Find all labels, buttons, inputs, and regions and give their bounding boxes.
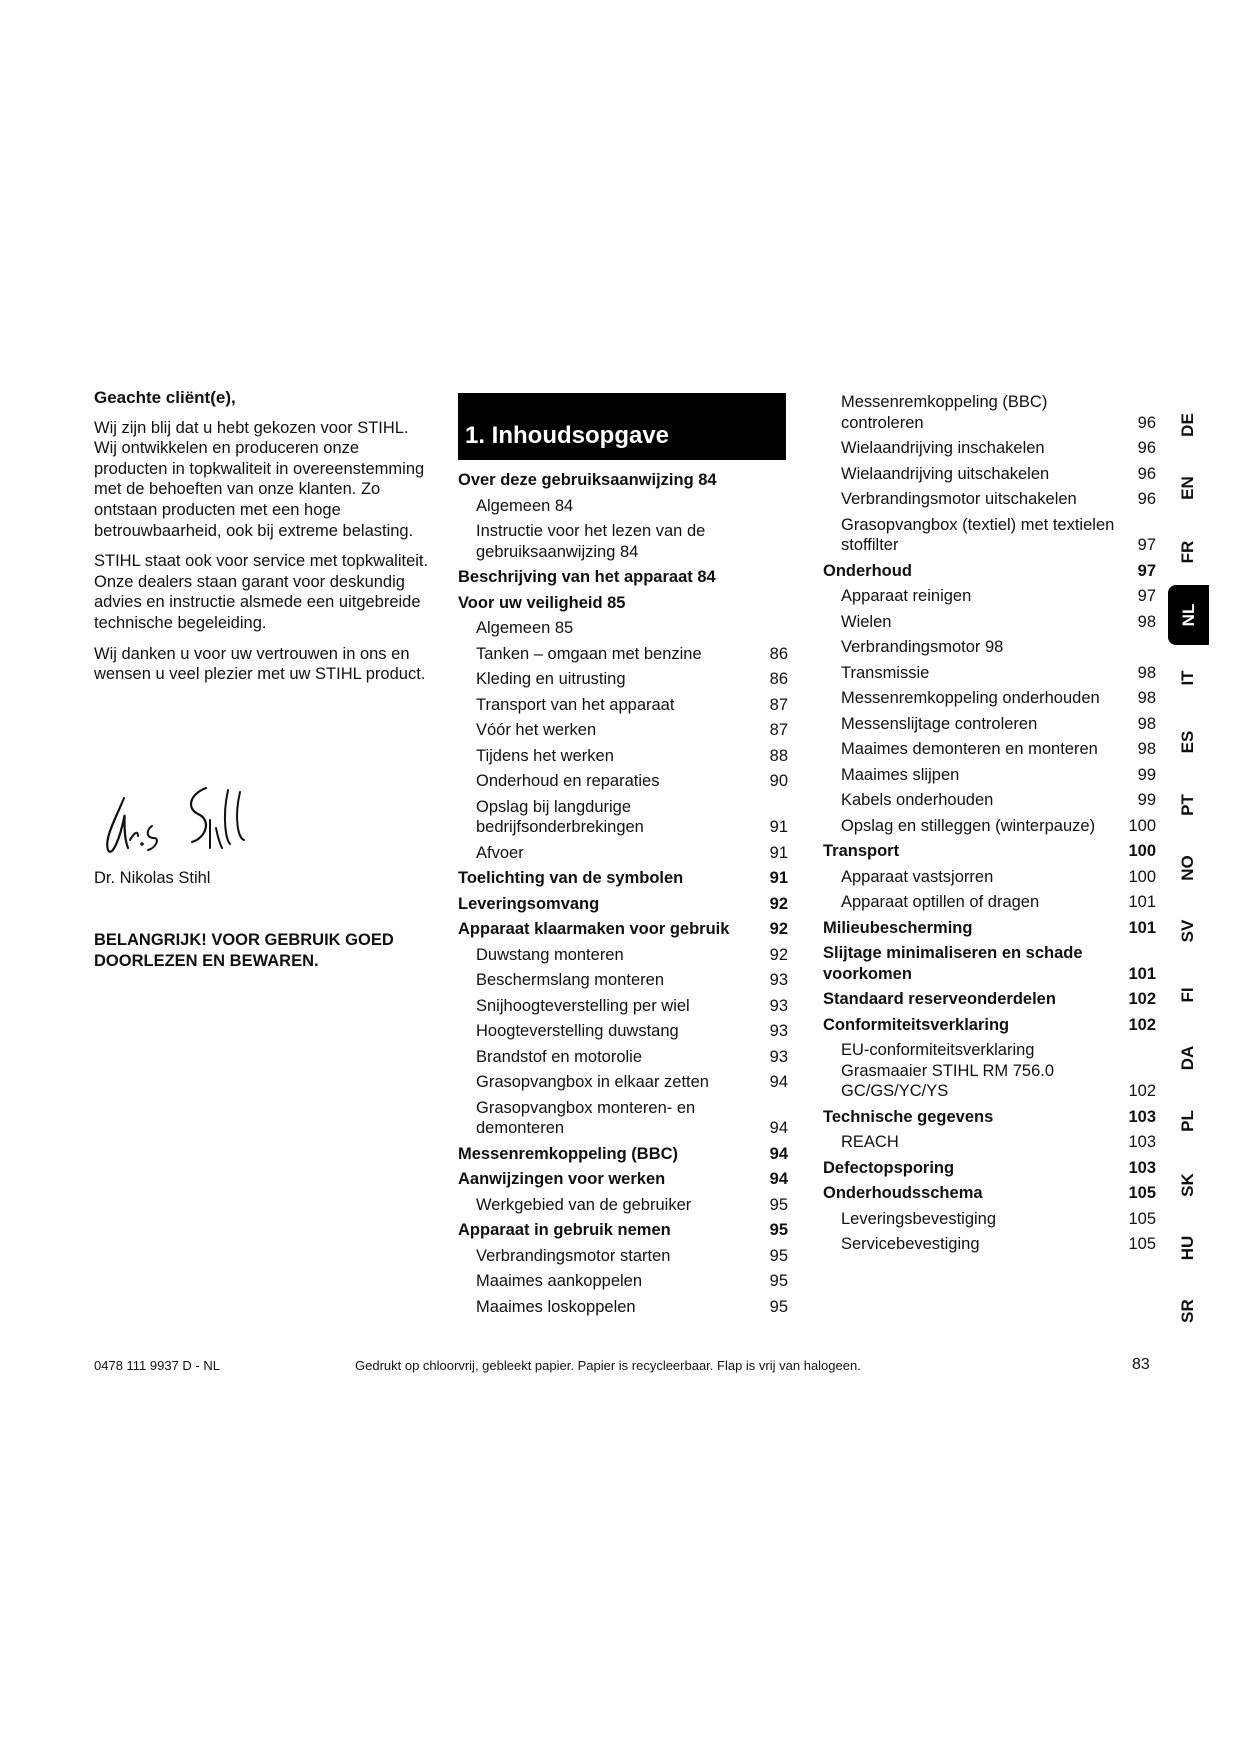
- toc-entry-title: Opslag en stilleggen (winterpauze): [841, 816, 1096, 835]
- language-tab-pl: [1168, 1091, 1208, 1151]
- toc-entry-page: 96: [1137, 439, 1156, 457]
- toc-entry-title: Voor uw veiligheid 85: [458, 593, 626, 612]
- toc-entry-page: 105: [1128, 1209, 1156, 1228]
- toc-entry-title: Apparaat klaarmaken voor gebruik: [458, 920, 730, 938]
- toc-entry-title: Algemeen 85: [476, 619, 574, 637]
- signature-image: [94, 778, 264, 868]
- toc-entry-title: Transport van het apparaat: [476, 695, 675, 714]
- language-tab-sv: [1168, 901, 1208, 961]
- toc-entry-page: 98: [1137, 740, 1156, 758]
- toc-entry-page: 105: [1128, 1235, 1156, 1253]
- toc-entry-title: Over deze gebruiksaanwijzing 84: [458, 471, 717, 489]
- toc-entry-page: 94: [769, 1144, 788, 1163]
- toc-entry-title: Wielen: [841, 612, 892, 631]
- language-tab-label: SR: [1178, 1299, 1197, 1323]
- toc-entry: [458, 669, 788, 690]
- language-tab-label: PL: [1178, 1110, 1197, 1132]
- toc-entry: [823, 943, 1156, 984]
- toc-entry: [823, 989, 1156, 1010]
- toc-entry-page: 97: [1137, 561, 1156, 580]
- toc-entry-page: 95: [769, 1272, 788, 1290]
- toc-entry: [458, 970, 788, 991]
- toc-entry-title: Brandstof en motorolie: [476, 1047, 643, 1066]
- toc-entry-page: 93: [769, 996, 788, 1015]
- toc-entry-page: 93: [769, 1047, 788, 1066]
- toc-entry-page: 86: [769, 644, 788, 663]
- toc-entry-page: 91: [769, 869, 788, 887]
- letter-paragraph: STIHL staat ook voor service met topkwaliteit. Onze dealers staan garant voor deskundig advies en instructie alsmede een uitgebreide technische begeleiding.: [94, 552, 429, 632]
- toc-entry: [823, 892, 1156, 913]
- toc-entry-title: EU-conformiteitsverklaring Grasmaaier STIHL RM 756.0 GC/GS/YC/YS: [841, 1041, 1055, 1100]
- toc-entry: [823, 1209, 1156, 1230]
- toc-entry-page: 96: [1137, 464, 1156, 483]
- toc-entry-title: Opslag bij langdurige bedrijfsonderbrekingen: [476, 797, 644, 836]
- toc-entry: [823, 918, 1156, 939]
- letter-greeting: Geachte cliënt(e),: [94, 388, 236, 407]
- toc-entry: [458, 695, 788, 716]
- toc-entry: [823, 586, 1156, 607]
- toc-entry: [823, 561, 1156, 582]
- letter-paragraph: Wij danken u voor uw vertrouwen in ons en wensen u veel plezier met uw STIHL product.: [94, 644, 426, 684]
- toc-column-2: [823, 392, 1156, 1260]
- toc-entry: [823, 392, 1156, 433]
- toc-entry: [458, 1144, 788, 1165]
- toc-entry-title: Messenslijtage controleren: [841, 714, 1038, 733]
- language-tab-sk: [1168, 1155, 1208, 1215]
- toc-entry-title: Wielaandrijving inschakelen: [841, 439, 1045, 457]
- toc-entry-page: 91: [769, 818, 788, 836]
- toc-entry-page: 87: [769, 695, 788, 714]
- toc-entry: [458, 521, 788, 562]
- toc-entry: [458, 1271, 788, 1292]
- toc-entry: [458, 720, 788, 741]
- language-tab-label: IT: [1178, 670, 1197, 686]
- language-tab-label: SV: [1178, 919, 1197, 943]
- language-tab-label: SK: [1178, 1173, 1197, 1197]
- language-tab-de: [1168, 395, 1208, 455]
- toc-entry: [823, 1158, 1156, 1179]
- toc-entry: [458, 843, 788, 864]
- toc-entry-title: Verbrandingsmotor starten: [476, 1246, 671, 1265]
- toc-entry-title: Algemeen 84: [476, 496, 574, 515]
- toc-entry-page: 90: [769, 772, 788, 790]
- toc-entry-title: Messenremkoppeling onderhouden: [841, 689, 1100, 707]
- toc-entry-page: 92: [769, 894, 788, 913]
- toc-entry-page: 98: [1137, 714, 1156, 733]
- toc-entry-title: Transport: [823, 842, 900, 860]
- toc-entry-page: 97: [1137, 536, 1156, 554]
- toc-entry-page: 96: [1137, 490, 1156, 508]
- toc-entry-page: 103: [1128, 1158, 1156, 1177]
- toc-entry-title: Toelichting van de symbolen: [458, 869, 684, 887]
- toc-entry: [458, 945, 788, 966]
- toc-entry: [458, 894, 788, 915]
- toc-entry-title: REACH: [841, 1133, 899, 1151]
- toc-entry-page: 94: [769, 1073, 788, 1091]
- toc-entry-title: Grasopvangbox monteren- en demonteren: [476, 1098, 696, 1137]
- toc-entry-title: Apparaat vastsjorren: [841, 867, 994, 886]
- toc-entry-page: 87: [769, 721, 788, 739]
- toc-entry-page: 102: [1128, 1015, 1156, 1034]
- toc-entry-title: Beschermslang monteren: [476, 971, 665, 989]
- toc-entry: [823, 1040, 1156, 1102]
- toc-entry: [823, 867, 1156, 888]
- toc-entry-title: Werkgebied van de gebruiker: [476, 1195, 692, 1214]
- toc-entry: [823, 688, 1156, 709]
- toc-entry: [823, 438, 1156, 459]
- toc-entry-title: Servicebevestiging: [841, 1235, 980, 1253]
- toc-entry: [823, 1234, 1156, 1255]
- toc-entry-title: Afvoer: [476, 843, 524, 862]
- toc-entry-title: Instructie voor het lezen van de gebruiksaanwijzing 84: [476, 522, 706, 561]
- toc-entry: [823, 1107, 1156, 1128]
- page-number: 83: [1132, 1356, 1150, 1373]
- toc-entry-title: Wielaandrijving uitschakelen: [841, 464, 1050, 483]
- toc-heading-bar: [458, 393, 786, 460]
- toc-entry: [823, 841, 1156, 862]
- toc-entry-page: 92: [769, 945, 788, 964]
- toc-entry: [458, 1047, 788, 1068]
- toc-entry-title: Snijhoogteverstelling per wiel: [476, 996, 690, 1015]
- language-tab-label: DE: [1178, 413, 1197, 437]
- toc-entry: [458, 1072, 788, 1093]
- toc-entry-title: Hoogteverstelling duwstang: [476, 1022, 679, 1040]
- signer-name: Dr. Nikolas Stihl: [94, 869, 211, 887]
- toc-entry: [823, 714, 1156, 735]
- language-tab-label: FR: [1178, 540, 1197, 564]
- toc-entry: [458, 797, 788, 838]
- language-tab-label: NL: [1178, 603, 1198, 627]
- toc-entry-title: Verbrandingsmotor uitschakelen: [841, 490, 1077, 508]
- toc-entry: [823, 489, 1156, 510]
- toc-entry: [823, 739, 1156, 760]
- toc-entry-page: 99: [1137, 791, 1156, 809]
- toc-entry-title: Beschrijving van het apparaat 84: [458, 568, 716, 586]
- toc-entry: [458, 470, 788, 491]
- toc-entry: [458, 1220, 788, 1241]
- toc-entry-page: 103: [1128, 1107, 1156, 1126]
- toc-entry-title: Defectopsporing: [823, 1158, 955, 1177]
- toc-entry: [458, 1195, 788, 1216]
- toc-entry-page: 100: [1128, 842, 1156, 860]
- toc-entry-page: 94: [769, 1119, 788, 1137]
- welcome-letter: [94, 388, 434, 695]
- language-tab-label: ES: [1178, 730, 1197, 754]
- toc-entry: [458, 496, 788, 517]
- toc-entry-title: Onderhoud: [823, 561, 912, 580]
- toc-entry-page: 100: [1128, 867, 1156, 886]
- language-tab-label: FI: [1178, 987, 1197, 1003]
- toc-entry: [823, 663, 1156, 684]
- toc-entry-page: 99: [1137, 765, 1156, 784]
- toc-entry-page: 88: [769, 746, 788, 765]
- toc-entry-page: 95: [769, 1246, 788, 1265]
- language-tabs: [1168, 395, 1208, 1345]
- language-tab-no: [1168, 838, 1208, 898]
- toc-entry-title: Slijtage minimaliseren en schade voorkomen: [823, 944, 1083, 983]
- toc-entry-page: 105: [1128, 1184, 1156, 1202]
- toc-entry: [823, 1183, 1156, 1204]
- language-tab-fi: [1168, 965, 1208, 1025]
- toc-entry: [458, 919, 788, 940]
- toc-entry-title: Onderhoud en reparaties: [476, 772, 660, 790]
- toc-entry-page: 102: [1128, 1082, 1156, 1100]
- toc-entry: [823, 1132, 1156, 1153]
- toc-entry: [823, 790, 1156, 811]
- toc-heading: 1. Inhoudsopgave: [465, 422, 670, 449]
- toc-entry: [823, 765, 1156, 786]
- toc-entry: [823, 515, 1156, 556]
- language-tab-it: [1168, 648, 1208, 708]
- toc-entry-title: Maaimes slijpen: [841, 765, 960, 784]
- toc-entry: [458, 1246, 788, 1267]
- toc-entry: [458, 868, 788, 889]
- language-tab-label: EN: [1178, 476, 1197, 500]
- toc-entry-title: Messenremkoppeling (BBC): [458, 1144, 679, 1163]
- toc-entry-title: Maaimes loskoppelen: [476, 1297, 636, 1316]
- toc-entry-page: 98: [1137, 689, 1156, 707]
- toc-entry-title: Grasopvangbox in elkaar zetten: [476, 1073, 709, 1091]
- toc-entry-page: 95: [769, 1297, 788, 1316]
- toc-entry-page: 93: [769, 1022, 788, 1040]
- toc-entry-title: Leveringsomvang: [458, 894, 600, 913]
- toc-entry-page: 96: [1137, 413, 1156, 432]
- language-tab-hu: [1168, 1218, 1208, 1278]
- toc-entry-page: 95: [769, 1195, 788, 1214]
- toc-entry-page: 93: [769, 971, 788, 989]
- toc-entry-page: 100: [1128, 816, 1156, 835]
- toc-entry: [823, 1015, 1156, 1036]
- language-tab-label: HU: [1178, 1235, 1197, 1261]
- toc-entry-title: Onderhoudsschema: [823, 1184, 983, 1202]
- toc-column-1: [458, 470, 788, 1322]
- toc-entry: [458, 1297, 788, 1318]
- language-tab-es: [1168, 712, 1208, 772]
- toc-entry-title: Tijdens het werken: [476, 746, 614, 765]
- language-tab-pt: [1168, 775, 1208, 835]
- language-tab-fr: [1168, 522, 1208, 582]
- document-code: 0478 111 9937 D - NL: [94, 1358, 220, 1373]
- toc-entry-title: Apparaat reinigen: [841, 587, 972, 605]
- toc-entry-title: Maaimes aankoppelen: [476, 1272, 643, 1290]
- toc-entry-title: Leveringsbevestiging: [841, 1209, 997, 1228]
- language-tab-label: PT: [1178, 794, 1197, 816]
- toc-entry: [458, 1021, 788, 1042]
- toc-entry-page: 91: [769, 843, 788, 862]
- toc-entry-title: Apparaat in gebruik nemen: [458, 1221, 671, 1239]
- toc-entry-title: Tanken – omgaan met benzine: [476, 644, 702, 663]
- toc-entry-title: Maaimes demonteren en monteren: [841, 740, 1098, 758]
- toc-entry: [458, 1169, 788, 1190]
- language-tab-label: NO: [1178, 855, 1197, 881]
- toc-entry-title: Technische gegevens: [823, 1107, 994, 1126]
- toc-entry-page: 94: [769, 1170, 788, 1188]
- toc-entry-title: Apparaat optillen of dragen: [841, 893, 1040, 911]
- toc-entry-title: Milieubescherming: [823, 918, 973, 937]
- toc-entry-page: 86: [769, 670, 788, 688]
- language-tab-sr: [1168, 1281, 1208, 1341]
- toc-entry-page: 97: [1137, 587, 1156, 605]
- toc-entry-title: Transmissie: [841, 663, 930, 682]
- language-tab-label: DA: [1178, 1045, 1197, 1071]
- toc-entry: [458, 618, 788, 639]
- toc-entry: [458, 1098, 788, 1139]
- toc-entry-title: Grasopvangbox (textiel) met textielen stoffilter: [841, 515, 1115, 554]
- toc-entry-page: 101: [1128, 893, 1156, 911]
- toc-entry: [823, 464, 1156, 485]
- toc-entry-page: 95: [769, 1221, 788, 1239]
- toc-entry-page: 101: [1128, 964, 1156, 983]
- toc-entry-title: Kabels onderhouden: [841, 791, 994, 809]
- toc-entry: [823, 637, 1156, 658]
- toc-entry-title: Conformiteitsverklaring: [823, 1015, 1010, 1034]
- toc-entry-title: Messenremkoppeling (BBC) controleren: [841, 393, 1048, 432]
- toc-entry: [823, 612, 1156, 633]
- language-tab-da: [1168, 1028, 1208, 1088]
- toc-entry-page: 102: [1128, 990, 1156, 1008]
- paper-note: Gedrukt op chloorvrij, gebleekt papier. Papier is recycleerbaar. Flap is vrij van halogeen.: [355, 1358, 861, 1373]
- toc-entry: [458, 593, 788, 614]
- language-tab-en: [1168, 458, 1208, 518]
- toc-entry-title: Aanwijzingen voor werken: [458, 1170, 666, 1188]
- toc-entry: [458, 644, 788, 665]
- letter-paragraph: Wij zijn blij dat u hebt gekozen voor STIHL. Wij ontwikkelen en produceren onze producten in topkwaliteit in overeenstemming met de behoeften van onze klanten. Zo ontstaan producten met een hoge betrouwbaarheid, ook bij extreme belasting.: [94, 418, 425, 540]
- important-notice: BELANGRIJK! VOOR GEBRUIK GOED DOORLEZEN EN BEWAREN.: [94, 931, 394, 970]
- toc-entry-title: Duwstang monteren: [476, 945, 624, 964]
- toc-entry: [458, 746, 788, 767]
- toc-entry-title: Verbrandingsmotor 98: [841, 638, 1004, 656]
- toc-entry: [823, 816, 1156, 837]
- toc-entry-page: 92: [769, 920, 788, 938]
- toc-entry: [458, 771, 788, 792]
- toc-entry-page: 98: [1137, 663, 1156, 682]
- language-tab-nl: [1168, 585, 1209, 645]
- toc-entry-title: Kleding en uitrusting: [476, 670, 626, 688]
- toc-entry-page: 98: [1137, 612, 1156, 631]
- toc-entry: [458, 567, 788, 588]
- toc-entry-title: Vóór het werken: [476, 721, 597, 739]
- toc-entry: [458, 996, 788, 1017]
- toc-entry-page: 101: [1128, 918, 1156, 937]
- toc-entry-page: 103: [1128, 1133, 1156, 1151]
- toc-entry-title: Standaard reserveonderdelen: [823, 990, 1056, 1008]
